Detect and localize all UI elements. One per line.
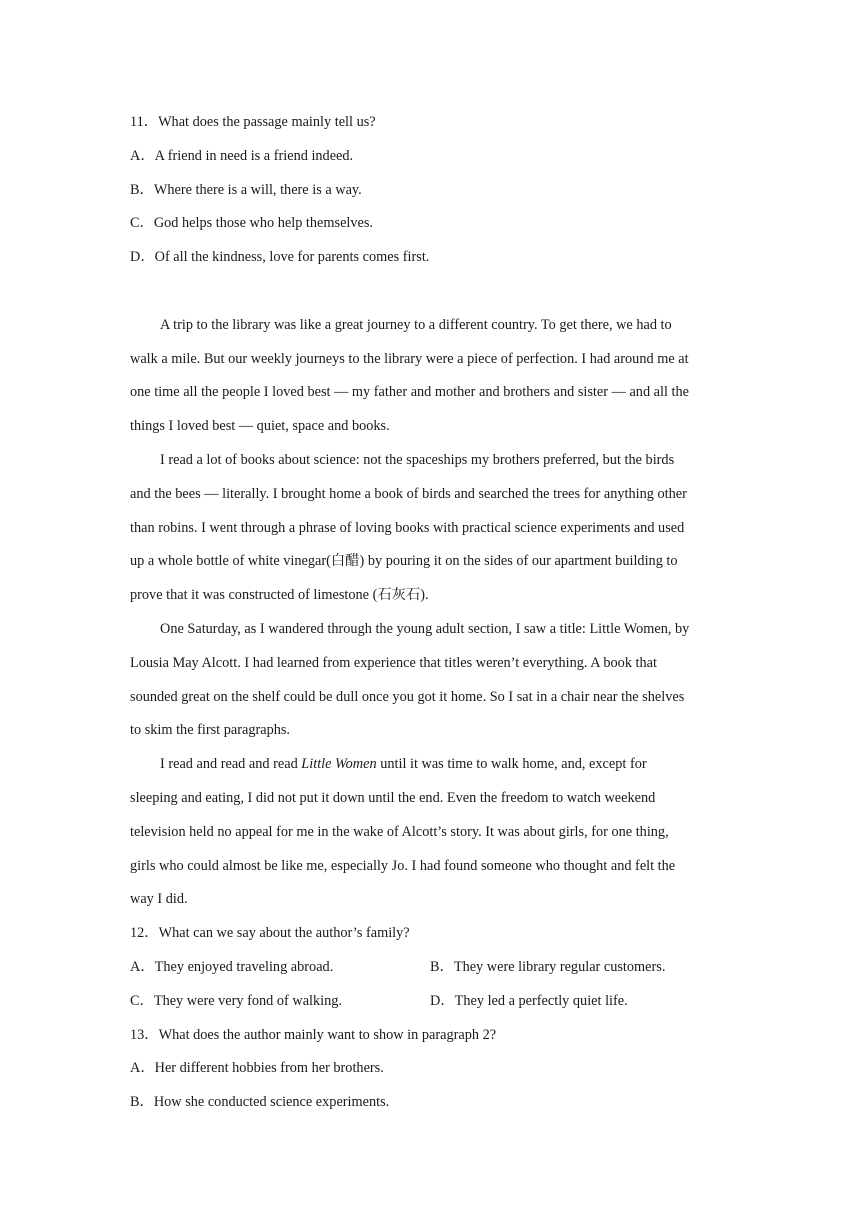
- passage-paragraph-1: [130, 313, 730, 448]
- question-11-option-c: C．God helps those who help themselves.: [130, 215, 374, 232]
- passage-line: up a whole bottle of white vinegar(白醋) by pouring it on the sides of our apartment building to: [130, 553, 678, 570]
- question-12-option-c: C．They were very fond of walking.: [130, 992, 343, 1009]
- question-12-options-row-2: [130, 989, 730, 1023]
- passage-line: things I loved best — quiet, space and books.: [130, 418, 390, 435]
- passage-line: sleeping and eating, I did not put it down until the end. Even the freedom to watch weekend: [130, 789, 656, 806]
- passage-line: television held no appeal for me in the wake of Alcott’s story. It was about girls, for one thing,: [130, 823, 669, 840]
- passage-line: one time all the people I loved best — my father and mother and brothers and sister — and all the: [130, 384, 690, 401]
- passage-line: prove that it was constructed of limestone (石灰石).: [130, 587, 429, 604]
- section-gap: [130, 279, 730, 313]
- passage-line: I read a lot of books about science: not the spaceships my brothers preferred, but the birds: [160, 451, 675, 468]
- passage-line: than robins. I went through a phrase of loving books with practical science experiments and used: [130, 519, 685, 536]
- question-11-option-a: A．A friend in need is a friend indeed.: [130, 147, 354, 164]
- passage-paragraph-3: [130, 617, 730, 752]
- document-content: [130, 110, 730, 1124]
- passage-text: until it was time to walk home, and, except for: [376, 756, 647, 773]
- passage-line: sounded great on the shelf could be dull once you got it home. So I sat in a chair near the shelves: [130, 688, 685, 705]
- passage-line: to skim the first paragraphs.: [130, 722, 291, 739]
- question-12-options-row-1: [130, 955, 730, 989]
- passage-paragraph-4: [130, 752, 730, 921]
- passage-line: way I did.: [130, 891, 188, 908]
- question-11-option-d: D．Of all the kindness, love for parents comes first.: [130, 249, 430, 266]
- question-12-option-a: A．They enjoyed traveling abroad.: [130, 958, 334, 975]
- question-11-option-b: B．Where there is a will, there is a way.: [130, 181, 362, 198]
- passage-line: A trip to the library was like a great journey to a different country. To get there, we had to: [160, 316, 672, 333]
- question-12-option-b: B．They were library regular customers.: [430, 958, 666, 975]
- passage-text: I read and read and read: [160, 756, 302, 773]
- question-12-option-d: D．They led a perfectly quiet life.: [430, 992, 628, 1009]
- passage-paragraph-2: [130, 448, 730, 617]
- passage-line: One Saturday, as I wandered through the young adult section, I saw a title: Little Women, by: [160, 620, 690, 637]
- question-12-stem: 12．What can we say about the author’s family?: [130, 925, 410, 942]
- passage-line: girls who could almost be like me, especially Jo. I had found someone who thought and felt the: [130, 857, 676, 874]
- book-title: Little Women: [301, 756, 377, 773]
- passage-line: Lousia May Alcott. I had learned from experience that titles weren’t everything. A book that: [130, 654, 657, 671]
- question-11-stem: 11．What does the passage mainly tell us?: [130, 114, 376, 130]
- question-13-stem: 13．What does the author mainly want to show in paragraph 2?: [130, 1026, 497, 1043]
- passage-line: and the bees — literally. I brought home a book of birds and searched the trees for anything other: [130, 485, 687, 502]
- question-13-option-b: B．How she conducted science experiments.: [130, 1094, 390, 1111]
- passage-line: [130, 752, 730, 786]
- question-13-option-a: A．Her different hobbies from her brothers.: [130, 1060, 384, 1077]
- passage-line: walk a mile. But our weekly journeys to the library were a piece of perfection. I had around me at: [130, 350, 689, 367]
